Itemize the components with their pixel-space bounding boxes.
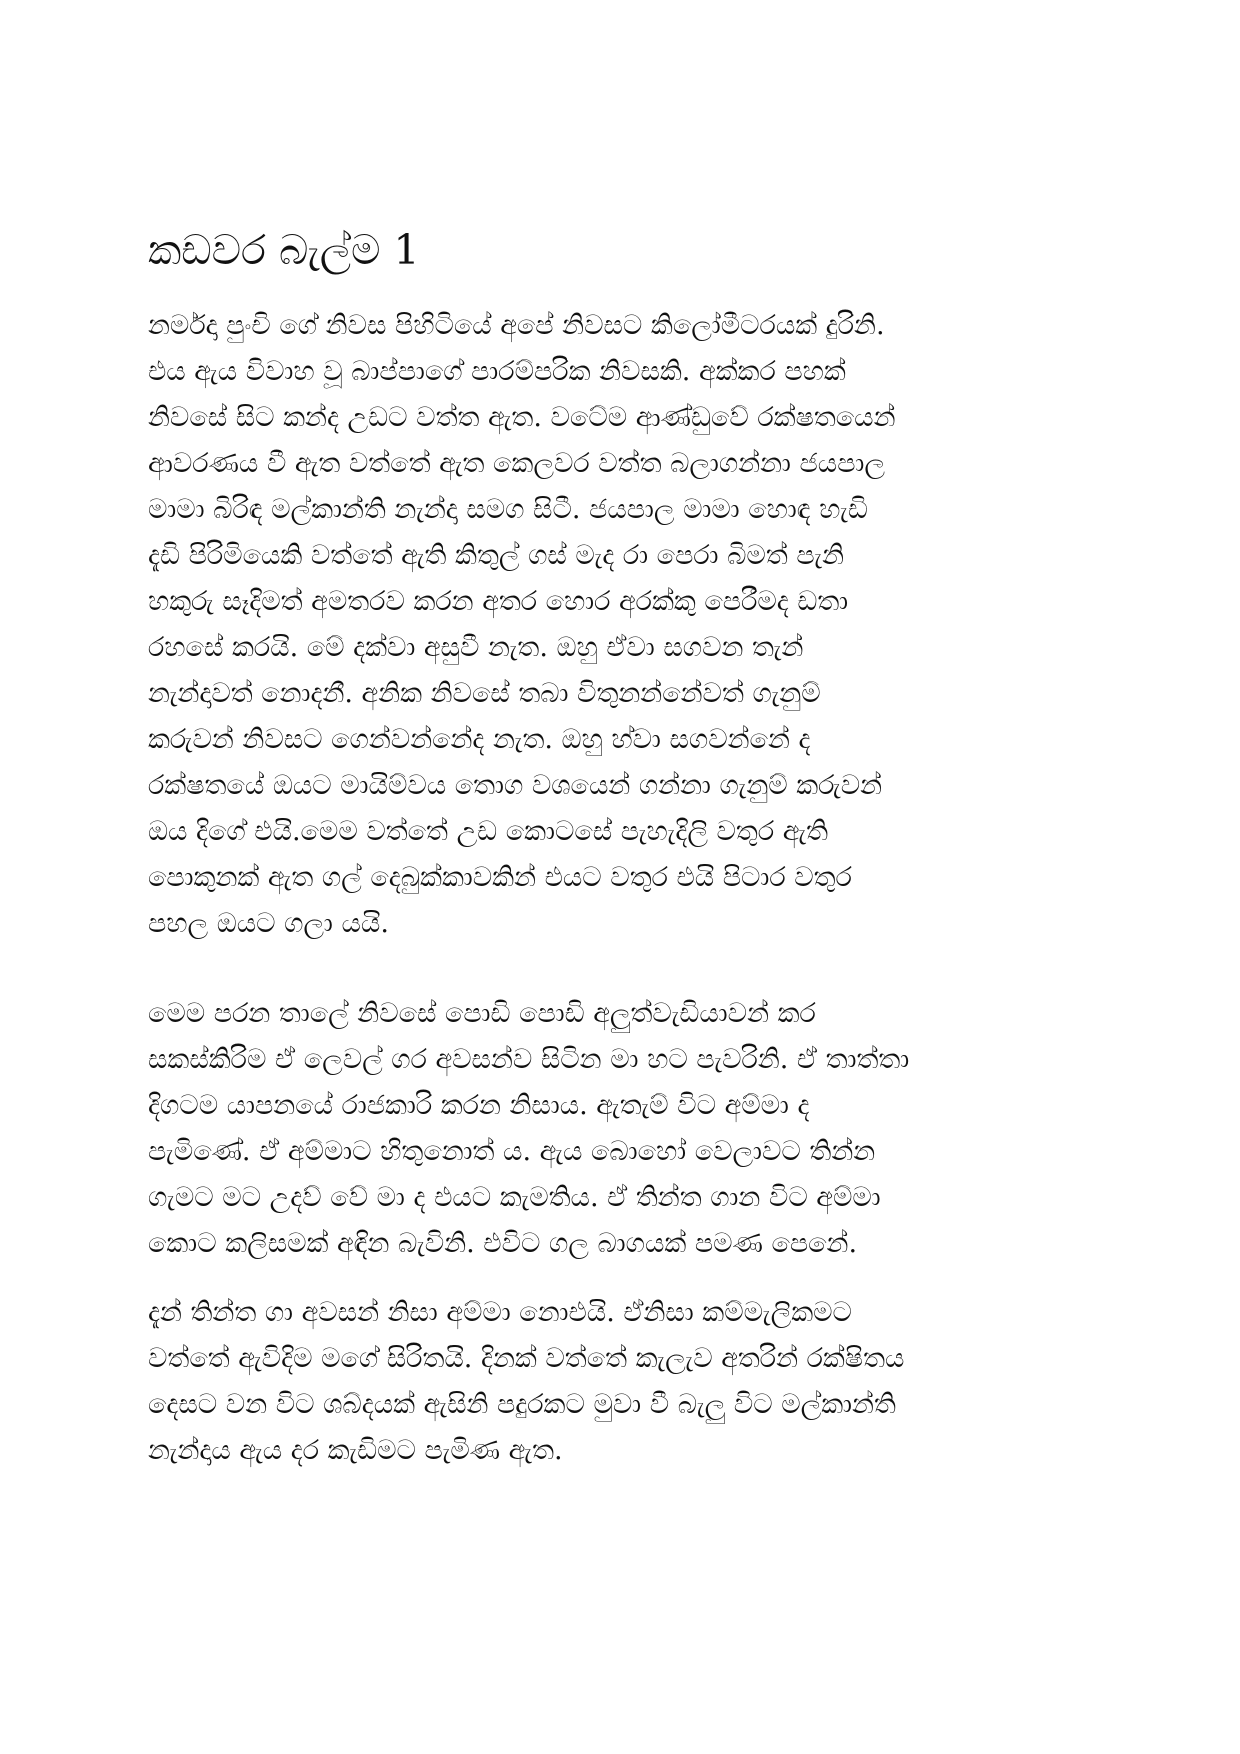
paragraph-2	[148, 991, 1108, 1267]
text-line: මාමා බිරිඳ මල්කාන්ති නැන්දා සමග සිටී. ජයපාල මාමා හොඳ හැඩි	[148, 494, 868, 525]
text-line: ගැමට මට උදව් වේ මා ද එයට කැමතිය. ඒ තින්ත ගාන විට අම්මා	[148, 1182, 881, 1213]
text-line: දැන් තින්ත ගා අවසන් නිසා අම්මා නොඑයි. ඒනිසා කම්මැලිකමට	[148, 1297, 852, 1328]
text-line: හකුරු සෑදිමත් අමතරව කරන අතර හොර අරක්කු පෙරීමද ඩතා	[148, 586, 849, 617]
text-line: කොට කලිසමක් අඳින බැවිනි. එවිට ගල බාගයක් පමණ පෙනේ.	[148, 1228, 858, 1259]
text-line: සකස්කිරිම ඒ ලෙවල් ගර අවසන්ව සිටින මා හට පැවරිනි. ඒ තාත්තා	[148, 1044, 910, 1075]
text-line: දැඩි පිරිමියෙකි වත්තේ ඇති කිතුල් ගස් මැද රා පෙරා බිමත් පැනි	[148, 540, 845, 571]
text-line: රක්ෂතයේ ඔයට මායිම්වය තොග වශයෙන් ගන්නා ගැනුම් කරුවන්	[148, 770, 883, 801]
page-title: කඩවර බැල්ම 1	[148, 226, 420, 274]
text-line: ආවරණය වී ඇත වත්තේ ඇත කෙලවර වත්ත බලාගන්නා ජයපාල	[148, 448, 885, 479]
paragraph-1	[148, 303, 1108, 947]
text-line: නැන්දාවත් නොදනී. අනික නිවසේ තබා විතුනන්නේවත් ගැනුම්	[148, 678, 821, 709]
text-line: නිවසේ සිට කන්ද උඩට වත්ත ඇත. වටේම ආණ්ඩුවේ රක්ෂතයෙන්	[148, 402, 896, 433]
text-line: ඔය දිගේ එයි.මෙම වත්තේ උඩ කොටසේ පැහැදිලි වතුර ඇති	[148, 816, 829, 847]
text-line: පොකුනක් ඇත ගල් දෙබුක්කාවකින් එයට වතුර එයි පිටාර වතුර	[148, 862, 852, 893]
text-line: නර්මදා පුංචි ගේ නිවස පිහිටියේ අපේ නිවසට කිලෝමීටරයක් දුරිනි.	[148, 310, 885, 341]
text-line: මෙම පරන තාලේ නිවසේ පොඩි පොඩි අලුත්වැඩියාවන් කර	[148, 998, 816, 1029]
text-line: දිගටම යාපනයේ රාජකාරි කරන නිසාය. ඇතැම් විට අම්මා ද	[148, 1090, 810, 1121]
text-line: රහසේ කරයි. මේ දක්වා අසුවී නැත. ඔහු ඒවා සගවන තැන්	[148, 632, 804, 663]
text-line: වත්තේ ඇවිදිම මගේ සිරිතයි. දිනක් වත්තේ කැලැව අතරින් රක්ෂිතය	[148, 1343, 905, 1374]
text-line: එය ඇය විවාහ වූ බාප්පාගේ පාරම්පරික නිවසකි. අක්කර පහක්	[148, 356, 846, 387]
text-line: පහල ඔයට ගලා යයි.	[148, 908, 389, 939]
text-line: පැමිණේ. ඒ අම්මාට හිතුනොත් ය. ඇය බොහෝ වෙලාවට තින්න	[148, 1136, 876, 1167]
text-line: දෙසට වන විට ශබ්දයක් ඇසිනි පදුරකට මුවා වී බැලු විට මල්කාන්ති	[148, 1389, 896, 1420]
text-line: කරුවන් නිවසට ගෙන්වන්නේද නැත. ඔහු හ්වා සගවන්නේ ද	[148, 724, 811, 755]
text-line: නැන්දාය ඇය දර කැඩිමට පැමිණ ඇත.	[148, 1435, 563, 1466]
paragraph-3	[148, 1290, 1108, 1474]
